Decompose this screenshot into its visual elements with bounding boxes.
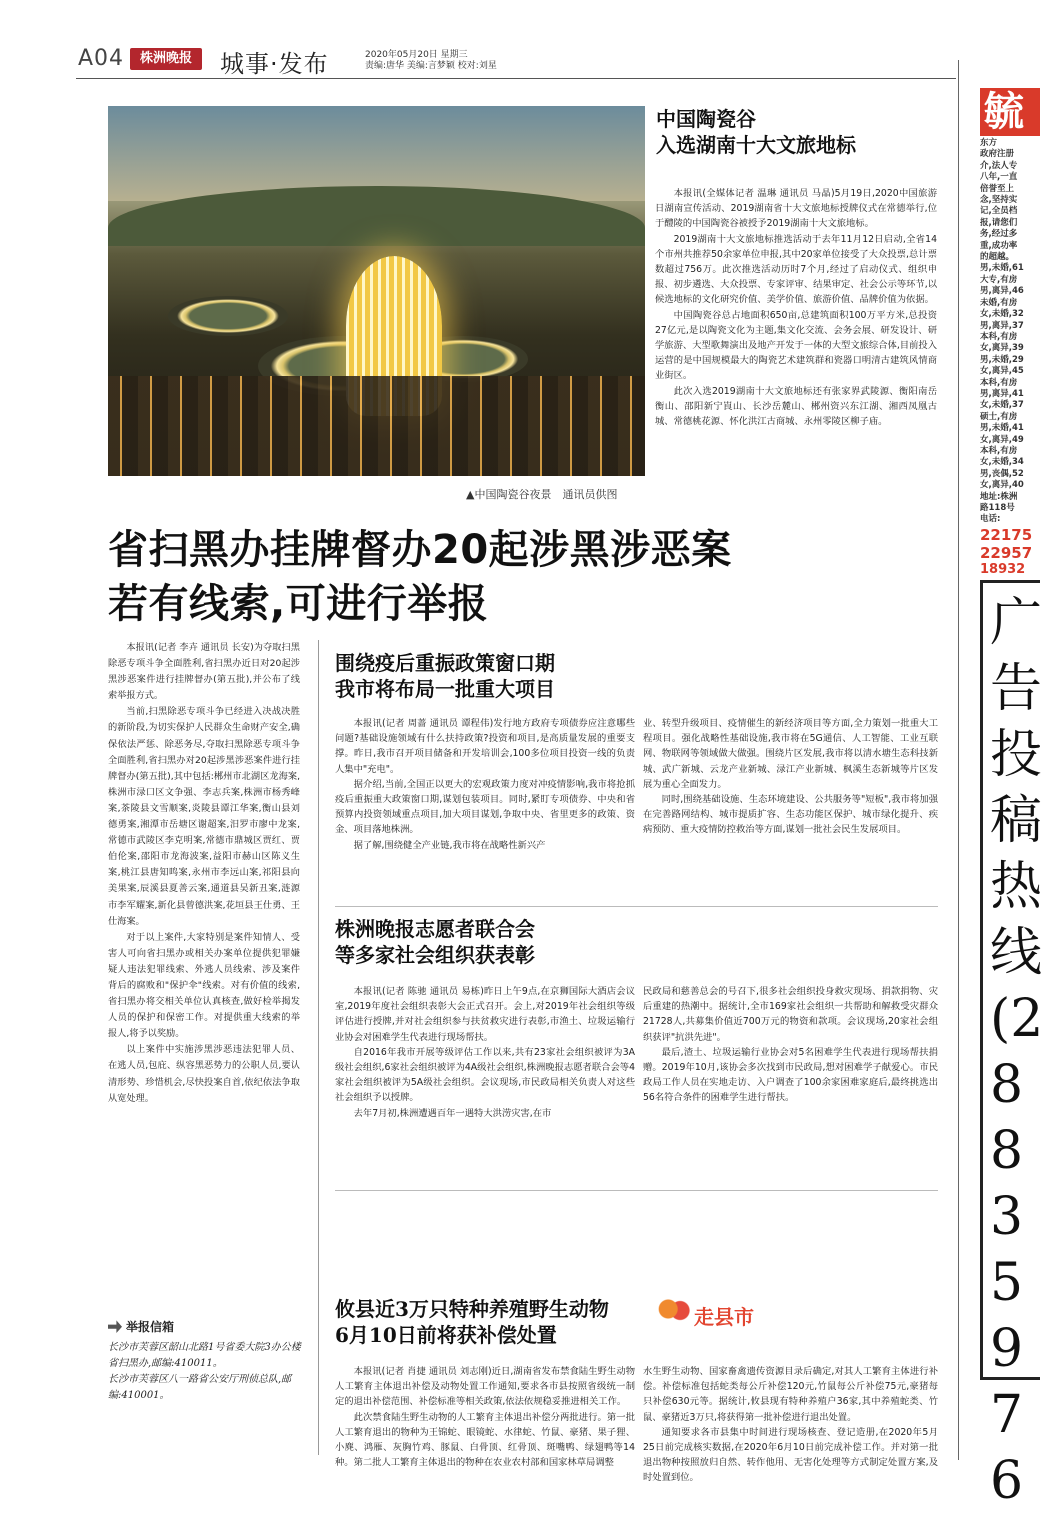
story3-col1 xyxy=(335,716,635,853)
paragraph: 此次禁食陆生野生动物的人工繁育主体退出补偿分两批进行。第一批人工繁育退出的物种为王锦蛇、眼镜蛇、水律蛇、竹鼠、豪猪、果子狸、小麂、鸿雁、灰胸竹鸡、豚鼠、白骨顶、红骨顶、斑嘴鸭、绿翅鸭等14种。第二批人工繁育主体退出的物种在农业农村部和国家林草局调整 xyxy=(335,1411,635,1469)
arrow-icon xyxy=(108,1319,122,1333)
ad-line: 男,未婚,41 xyxy=(980,423,1024,434)
dateline xyxy=(365,50,497,72)
section-rule xyxy=(335,1190,938,1191)
paragraph: 本报讯(记者 肖捷 通讯员 刘志刚)近日,湖南省发布禁食陆生野生动物人工繁育主体退出补偿及动物处置工作通知,要求各市县按照省级统一制定的退出补偿范围、补偿标准等相关政策,依法依规稳妥推进相关工作。 xyxy=(335,1366,635,1408)
paragraph: 中国陶瓷谷总占地面积650亩,总建筑面积100万平方米,总投资27亿元,是以陶瓷文化为主题,集文化交流、会务会展、研发设计、研学旅游、大型歌舞演出及地产开发于一体的大型文旅综合体,目前投入运营的是中国规模最大的陶瓷艺术建筑群和瓷器口明清古建筑风情商业街区。 xyxy=(655,309,937,382)
paragraph: 此次入选2019湖南十大文旅地标还有张家界武陵源、衡阳南岳衡山、邵阳新宁崀山、长沙岳麓山、郴州资兴东江湖、湘西凤凰古城、常德桃花源、怀化洪江古商城、永州零陵区柳子庙。 xyxy=(655,385,937,428)
ad-line: 男,离异,37 xyxy=(980,320,1024,331)
photo-bowl xyxy=(168,296,288,336)
story3-title-line1: 围绕疫后重振政策窗口期 xyxy=(335,651,555,675)
main-headline xyxy=(108,523,732,631)
section-rule xyxy=(335,906,938,907)
story4-title-line1: 株洲晚报志愿者联合会 xyxy=(335,917,535,941)
ad-line: 女,离异,49 xyxy=(980,434,1024,445)
ad-divider xyxy=(958,60,959,1460)
paragraph: 本报讯(记者 李卉 通讯员 长安)为夺取扫黑除恶专项斗争全面胜利,省扫黑办近日对20起涉黑涉恶案件进行挂牌督办(第五批),并公布了线索举报方式。 xyxy=(108,642,300,702)
ad-line: 东方 xyxy=(980,138,998,148)
paragraph: 2019湖南十大文旅地标推选活动于去年11月12日启动,全省14个市州共推荐50余家单位申报,其中20家单位接受了大众投票,总计票数超过756万。此次推选活动历时7个月,经过了启动仪式、组织申报、初步遴选、大众投票、专家评审、结果审定、社会公示等环节,以候选地标的文化研究价值、美学价值、旅游价值、品牌价值为依据。 xyxy=(655,233,937,306)
story1-title-line1: 中国陶瓷谷 xyxy=(656,107,756,131)
story4-col2 xyxy=(643,984,938,1106)
paragraph: 最后,渣土、垃圾运输行业协会对5名困难学生代表进行现场帮扶捐赠。2019年10月,该协会多次找到市民政局,想对困难学子献爱心。市民政局工作人员在实地走访、入户调查了100余家困难家庭后,最终挑选出56名符合条件的困难学生进行帮扶。 xyxy=(643,1046,938,1104)
paragraph: 当前,扫黑除恶专项斗争已经进入决战决胜的新阶段,为切实保护人民群众生命财产安全,确保依法严惩、除恶务尽,夺取扫黑除恶专项斗争全面胜利,省扫黑办对20起涉黑涉恶案件进行挂牌督办(第五批),其中包括:郴州市北湖区龙海案,株洲市渌口区文争强、李志兵案,株洲市杨秀峰案,茶陵县文雪顺案,炎陵县谭江华案,衡山县刘德勇案,湘潭市岳塘区谢超案,汨罗市廖中龙案,常德市武陵区李克明案,常德市鼎城区贾红、贾伯伦案,邵阳市龙海波案,益阳市赫山区陈义生案,桃江县唐知鸣案,永州市李远山案,祁阳县向美果案,辰溪县夏善云案,通道县吴新丑案,涟源市李军耀案,新化县曾德洪案,花垣县王仕勇、王仕海案。 xyxy=(108,706,300,927)
story3-title xyxy=(335,650,555,702)
ad-line: 女,离异,40 xyxy=(980,480,1024,491)
ad-line: 男,未婚,29 xyxy=(980,354,1024,365)
ad-line: 本科,有房 xyxy=(980,331,1018,342)
ad-line: 女,离异,45 xyxy=(980,366,1024,377)
ceramic-valley-night-photo xyxy=(108,106,645,476)
county-badge xyxy=(658,1295,763,1331)
ad-line: 路118号 xyxy=(980,503,1015,513)
paragraph: 本报讯(记者 周蔷 通讯员 谭程伟)发行地方政府专项债券应注意哪些问题?基础设施领域有什么扶持政策?投资和项目,是高质量发展的重要支撑。昨日,我市召开项目储备和开发培训会,100多位项目投资一线的负责人集中"充电"。 xyxy=(335,718,635,775)
tip-address: 长沙市芙蓉区韶山北路1号省委大院3办公楼省扫黑办,邮编:410011。 xyxy=(108,1342,301,1369)
issue-date: 2020年05月20日 星期三 xyxy=(365,50,468,60)
ad-line: 未婚,有房 xyxy=(980,297,1018,308)
badge-label: 走县市 xyxy=(694,1305,754,1329)
story3-title-line2: 我市将布局一批重大项目 xyxy=(335,677,555,701)
ad-line: 女,未婚,37 xyxy=(980,400,1024,411)
tip-address: 长沙市芙蓉区八一路省公安厅刑侦总队,邮编:410001。 xyxy=(108,1374,292,1401)
ad-hotline-text: 广告投稿热线(28835976 xyxy=(990,593,1043,1511)
masthead xyxy=(0,0,1031,80)
newspaper-logo: 株洲晚报 xyxy=(130,48,202,70)
ad-line: 八年,一直 xyxy=(980,172,1018,183)
story4-title-line2: 等多家社会组织获表彰 xyxy=(335,943,535,967)
ad-listings xyxy=(980,138,1040,526)
tip-box-label: 举报信箱 xyxy=(126,1320,175,1334)
tip-box-body xyxy=(108,1340,308,1404)
ad-line: 的超越。 xyxy=(980,252,1015,263)
hands-heart-icon xyxy=(658,1297,692,1327)
story5-col2 xyxy=(643,1364,938,1486)
paragraph: 水生野生动物、国家畜禽遗传资源目录后确定,对其人工繁育主体进行补偿。补偿标准包括蛇类每公斤补偿120元,竹鼠每公斤补偿75元,豪猪每只补偿630元等。据统计,攸县现有特种养殖户36家,其中养殖蛇类、竹鼠、豪猪近3万只,将获得第一批补偿进行退出处置。 xyxy=(643,1366,938,1423)
story2-body xyxy=(108,640,300,1107)
paragraph: 据了解,围绕健全产业链,我市将在战略性新兴产 xyxy=(353,839,546,851)
story5-col1 xyxy=(335,1364,635,1470)
ad-line: 硕士,有房 xyxy=(980,411,1018,422)
story5-title-line1: 攸县近3万只特种养殖野生动物 xyxy=(335,1297,609,1321)
paragraph: 同时,围绕基础设施、生态环境建设、公共服务等"短板",我市将加强在完善路网结构、城市提质扩容、生态功能区保护、城市绿化提升、疾病预防、重大疫情防控救治等方面,谋划一批社会民生发展项目。 xyxy=(643,794,938,836)
page-number: A04 xyxy=(78,46,125,71)
ad-line: 倍誉至上 xyxy=(980,183,1015,194)
paragraph: 以上案件中实施涉黑涉恶违法犯罪人员、在逃人员,包庇、纵容黑恶势力的公职人员,要认清形势、珍惜机会,尽快投案自首,依纪依法争取从宽处理。 xyxy=(108,1044,300,1104)
photo-town xyxy=(108,376,645,476)
masthead-rule xyxy=(76,78,956,79)
ad-line: 政府注册 xyxy=(980,149,1015,160)
paragraph: 自2016年我市开展等级评估工作以来,共有23家社会组织被评为3A级社会组织,6家社会组织被评为4A级社会组织,株洲晚报志愿者联合会等4家社会组织被评为5A级社会组织。会议现场,市民政局相关负责人对这些社会组织予以授牌。 xyxy=(335,1046,635,1104)
story5-title xyxy=(335,1296,609,1348)
ad-line: 女,未婚,34 xyxy=(980,457,1024,468)
ad-phone: 18932 xyxy=(980,562,1026,577)
headline-line2: 若有线索,可进行举报 xyxy=(108,581,489,627)
story1-title-line2: 入选湖南十大文旅地标 xyxy=(656,133,856,157)
tip-box-title xyxy=(108,1318,174,1335)
ad-line: 电话: xyxy=(980,514,1001,525)
section-title: 城事·发布 xyxy=(220,50,329,78)
editor-credits: 责编:唐华 美编:言梦颖 校对:刘星 xyxy=(365,61,497,71)
ad-phone: 22175 xyxy=(980,526,1033,544)
matchmaking-ad xyxy=(968,60,1043,1511)
paragraph: 民政局和慈善总会的号召下,很多社会组织投身救灾现场、捐款捐物、灾后重建的热潮中。据统计,全市169家社会组织一共帮助和解救受灾群众21728人,共募集价值近700万元的物资和款项。会议现场,20家社会组织获评"抗洪先进"。 xyxy=(643,986,938,1043)
story4-col1 xyxy=(335,984,635,1121)
story1-title xyxy=(656,106,856,158)
paragraph: 业、转型升级项目、疫情催生的新经济项目等方面,全力策划一批重大工程项目。强化战略性基础设施,我市将在5G通信、人工智能、工业互联网、物联网等领域做大做强。围绕片区发展,我市将以清水塘生态科技新城、武广新城、云龙产业新城、渌江产业新城、枫溪生态新城等片区发展为重心全面发力。 xyxy=(643,718,938,790)
ad-line: 本科,有房 xyxy=(980,445,1018,456)
headline-line1: 省扫黑办挂牌督办20起涉黑涉恶案 xyxy=(108,527,732,573)
ad-line: 本科,有房 xyxy=(980,377,1018,388)
paragraph: 去年7月初,株洲遭遇百年一遇特大洪涝灾害,在市 xyxy=(353,1107,552,1119)
ad-line: 介,法人专 xyxy=(980,160,1018,171)
ad-line: 念,坚持实 xyxy=(980,195,1018,206)
column-divider xyxy=(318,640,319,1455)
ad-phone: 22957 xyxy=(980,544,1033,562)
ad-line: 地址:株洲 xyxy=(980,491,1018,502)
paragraph: 对于以上案件,大家特别是案件知情人、受害人可向省扫黑办或相关办案单位提供犯罪嫌疑人违法犯罪线索、外逃人员线索、涉及案件背后的腐败和"保护伞"线索。对有价值的线索,省扫黑办将交相关单位认真核查,做好检举揭发人员的保护和保密工作。对提供重大线索的举报人,将予以奖励。 xyxy=(108,931,300,1040)
story4-title xyxy=(335,916,535,968)
ad-line: 女,离异,39 xyxy=(980,343,1024,354)
story5-title-line2: 6月10日前将获补偿处置 xyxy=(335,1323,557,1347)
paragraph: 本报讯(全媒体记者 温琳 通讯员 马晶)5月19日,2020中国旅游日湖南宣传活动、2019湖南省十大文旅地标授牌仪式在常德举行,位于醴陵的中国陶瓷谷被授予2019湖南十大文旅地标。 xyxy=(655,188,937,230)
paragraph: 据介绍,当前,全国正以更大的宏观政策力度对冲疫情影响,我市将抢抓疫后重振重大政策窗口期,谋划包装项目。同时,紧盯专项债券、中央和省预算内投资领域重点项目,加大项目谋划,争取中央、省里更多的政策、资金、项目落地株洲。 xyxy=(335,778,635,836)
ad-line: 重,成功率 xyxy=(980,240,1018,251)
ad-line: 大专,有房 xyxy=(980,274,1018,285)
ad-line: 务,经过多 xyxy=(980,229,1018,240)
ad-line: 男,丧偶,52 xyxy=(980,468,1024,479)
paragraph: 本报讯(记者 陈驰 通讯员 易栋)昨日上午9点,在京狮国际大酒店会议室,2019年度社会组织表彰大会正式召开。会上,对2019年社会组织等级评估进行授牌,并对社会组织参与扶贫救灾进行表彰,市渔土、垃圾运输行业协会对困难学生代表进行现场帮扶。 xyxy=(335,986,635,1043)
photo-caption: ▲中国陶瓷谷夜景 通讯员供图 xyxy=(466,488,618,501)
ad-line: 男,未婚,61 xyxy=(980,263,1024,274)
story1-body xyxy=(655,186,937,429)
ad-line: 男,离异,46 xyxy=(980,286,1024,297)
ad-line: 记,全员档 xyxy=(980,206,1018,217)
ad-line: 男,离异,41 xyxy=(980,388,1024,399)
ad-line: 报,请您们 xyxy=(980,217,1018,228)
paragraph: 通知要求各市县集中时间进行现场核查、登记造册,在2020年5月25日前完成核实数据,在2020年6月10日前完成补偿工作。并对第一批退出物种按照放归自然、转作他用、无害化处理等方式制定处置方案,及时处置到位。 xyxy=(643,1426,938,1484)
story3-col2 xyxy=(643,716,938,838)
ad-head: 毓 xyxy=(980,88,1040,136)
ad-line: 女,未婚,32 xyxy=(980,309,1024,320)
